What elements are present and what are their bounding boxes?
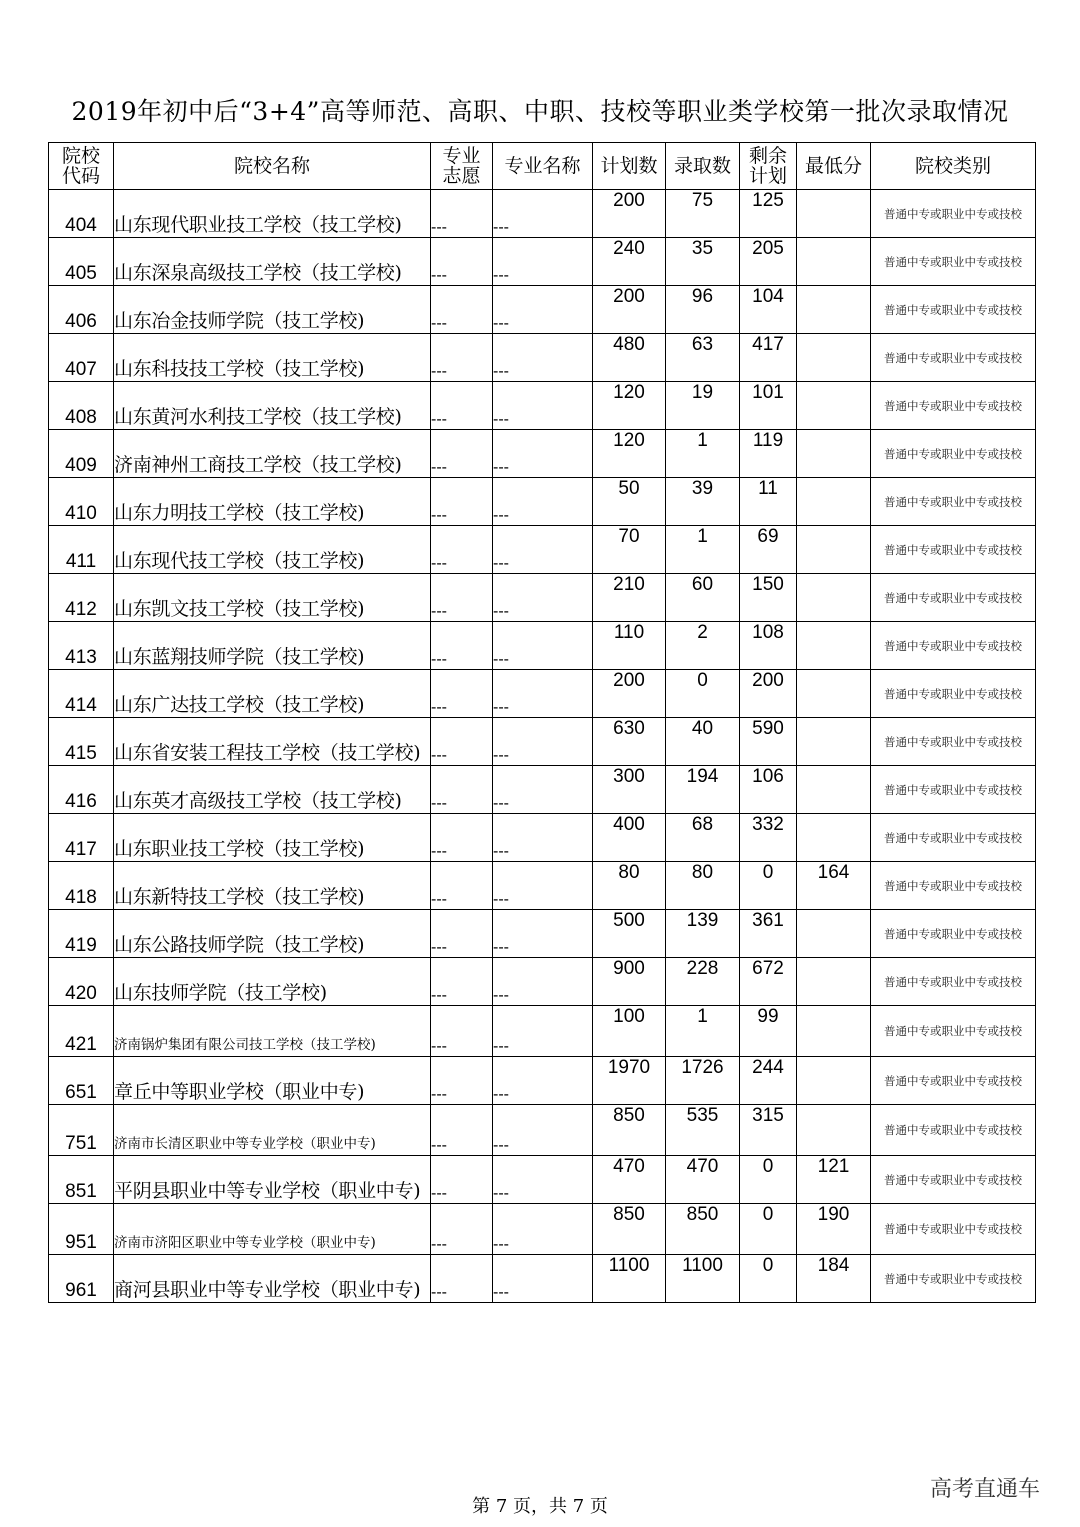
cell-major-choice: --- [431, 766, 493, 814]
cell-school-name: 山东现代职业技工学校（技工学校) [114, 190, 431, 238]
cell-remaining: 205 [740, 238, 797, 286]
cell-min-score [797, 1057, 871, 1105]
table-row [49, 814, 1036, 862]
table-row [49, 334, 1036, 382]
cell-major-name: --- [493, 430, 593, 478]
cell-category: 普通中专或职业中专或技校 [871, 1006, 1036, 1057]
admission-table [48, 142, 1036, 1303]
cell-category: 普通中专或职业中专或技校 [871, 766, 1036, 814]
cell-major-choice: --- [431, 1057, 493, 1105]
cell-code: 408 [49, 382, 114, 430]
cell-category: 普通中专或职业中专或技校 [871, 670, 1036, 718]
cell-code: 405 [49, 238, 114, 286]
cell-admitted: 2 [666, 622, 740, 670]
cell-code: 418 [49, 862, 114, 910]
cell-remaining: 125 [740, 190, 797, 238]
page-footer: 第 7 页，共 7 页 [472, 1496, 608, 1517]
cell-code: 410 [49, 478, 114, 526]
cell-major-choice: --- [431, 478, 493, 526]
cell-remaining: 69 [740, 526, 797, 574]
cell-code: 961 [49, 1255, 114, 1303]
cell-major-choice: --- [431, 670, 493, 718]
cell-admitted: 470 [666, 1156, 740, 1204]
table-row [49, 718, 1036, 766]
cell-admitted: 35 [666, 238, 740, 286]
cell-category: 普通中专或职业中专或技校 [871, 574, 1036, 622]
cell-school-name: 济南市长清区职业中等专业学校（职业中专) [114, 1105, 431, 1156]
cell-major-name: --- [493, 622, 593, 670]
cell-major-choice: --- [431, 1105, 493, 1156]
cell-major-name: --- [493, 670, 593, 718]
header-admitted: 录取数 [666, 143, 740, 190]
cell-code: 413 [49, 622, 114, 670]
cell-major-name: --- [493, 190, 593, 238]
cell-major-choice: --- [431, 718, 493, 766]
cell-min-score [797, 1006, 871, 1057]
header-major-name: 专业名称 [493, 143, 593, 190]
cell-category: 普通中专或职业中专或技校 [871, 1057, 1036, 1105]
cell-code: 417 [49, 814, 114, 862]
cell-admitted: 139 [666, 910, 740, 958]
cell-remaining: 0 [740, 1156, 797, 1204]
cell-remaining: 0 [740, 1255, 797, 1303]
cell-school-name: 山东现代技工学校（技工学校) [114, 526, 431, 574]
table-row [49, 478, 1036, 526]
header-min-score: 最低分 [797, 143, 871, 190]
cell-plan: 480 [593, 334, 666, 382]
cell-admitted: 60 [666, 574, 740, 622]
cell-school-name: 济南神州工商技工学校（技工学校) [114, 430, 431, 478]
cell-min-score [797, 478, 871, 526]
cell-school-name: 章丘中等职业学校（职业中专) [114, 1057, 431, 1105]
cell-min-score [797, 430, 871, 478]
cell-admitted: 39 [666, 478, 740, 526]
table-row [49, 1057, 1036, 1105]
cell-admitted: 535 [666, 1105, 740, 1156]
cell-plan: 80 [593, 862, 666, 910]
cell-admitted: 1 [666, 526, 740, 574]
header-code: 院校 代码 [49, 143, 114, 190]
cell-admitted: 80 [666, 862, 740, 910]
table-row [49, 1006, 1036, 1057]
cell-school-name: 商河县职业中等专业学校（职业中专) [114, 1255, 431, 1303]
cell-plan: 210 [593, 574, 666, 622]
table-header-row [49, 143, 1036, 190]
cell-plan: 100 [593, 1006, 666, 1057]
cell-min-score: 190 [797, 1204, 871, 1255]
cell-major-choice: --- [431, 526, 493, 574]
cell-remaining: 417 [740, 334, 797, 382]
cell-min-score [797, 958, 871, 1006]
cell-code: 411 [49, 526, 114, 574]
cell-code: 651 [49, 1057, 114, 1105]
cell-category: 普通中专或职业中专或技校 [871, 1156, 1036, 1204]
cell-min-score: 121 [797, 1156, 871, 1204]
header-school-name: 院校名称 [114, 143, 431, 190]
cell-category: 普通中专或职业中专或技校 [871, 910, 1036, 958]
cell-category: 普通中专或职业中专或技校 [871, 1105, 1036, 1156]
cell-remaining: 590 [740, 718, 797, 766]
cell-code: 751 [49, 1105, 114, 1156]
cell-plan: 630 [593, 718, 666, 766]
cell-major-name: --- [493, 478, 593, 526]
cell-min-score [797, 574, 871, 622]
cell-plan: 70 [593, 526, 666, 574]
table-row [49, 1156, 1036, 1204]
cell-major-name: --- [493, 574, 593, 622]
cell-plan: 850 [593, 1204, 666, 1255]
cell-school-name: 山东技师学院（技工学校) [114, 958, 431, 1006]
cell-school-name: 山东新特技工学校（技工学校) [114, 862, 431, 910]
cell-plan: 1100 [593, 1255, 666, 1303]
cell-code: 421 [49, 1006, 114, 1057]
cell-min-score [797, 190, 871, 238]
cell-school-name: 山东黄河水利技工学校（技工学校) [114, 382, 431, 430]
cell-remaining: 361 [740, 910, 797, 958]
cell-major-name: --- [493, 910, 593, 958]
table-row [49, 958, 1036, 1006]
header-remaining: 剩余 计划 [740, 143, 797, 190]
table-row [49, 910, 1036, 958]
cell-major-choice: --- [431, 622, 493, 670]
cell-category: 普通中专或职业中专或技校 [871, 1204, 1036, 1255]
cell-school-name: 山东广达技工学校（技工学校) [114, 670, 431, 718]
cell-code: 412 [49, 574, 114, 622]
cell-min-score [797, 382, 871, 430]
table-row [49, 574, 1036, 622]
cell-major-choice: --- [431, 334, 493, 382]
cell-plan: 1970 [593, 1057, 666, 1105]
cell-plan: 200 [593, 190, 666, 238]
cell-major-name: --- [493, 862, 593, 910]
table-row [49, 526, 1036, 574]
table-row [49, 382, 1036, 430]
cell-category: 普通中专或职业中专或技校 [871, 382, 1036, 430]
table-row [49, 1255, 1036, 1303]
cell-major-choice: --- [431, 1156, 493, 1204]
cell-admitted: 228 [666, 958, 740, 1006]
cell-code: 409 [49, 430, 114, 478]
cell-min-score [797, 238, 871, 286]
cell-major-choice: --- [431, 190, 493, 238]
table-row [49, 430, 1036, 478]
cell-school-name: 山东深泉高级技工学校（技工学校) [114, 238, 431, 286]
header-major-choice: 专业 志愿 [431, 143, 493, 190]
cell-plan: 120 [593, 382, 666, 430]
cell-category: 普通中专或职业中专或技校 [871, 286, 1036, 334]
cell-school-name: 山东省安装工程技工学校（技工学校) [114, 718, 431, 766]
cell-plan: 120 [593, 430, 666, 478]
cell-min-score [797, 286, 871, 334]
document-title: 2019年初中后“3+4”高等师范、高职、中职、技校等职业类学校第一批次录取情况 [71, 97, 1009, 126]
cell-major-name: --- [493, 334, 593, 382]
cell-code: 404 [49, 190, 114, 238]
cell-major-choice: --- [431, 382, 493, 430]
cell-major-name: --- [493, 382, 593, 430]
cell-min-score [797, 622, 871, 670]
cell-major-name: --- [493, 1255, 593, 1303]
cell-remaining: 200 [740, 670, 797, 718]
cell-code: 406 [49, 286, 114, 334]
cell-admitted: 96 [666, 286, 740, 334]
table-row [49, 766, 1036, 814]
cell-school-name: 山东冶金技师学院（技工学校) [114, 286, 431, 334]
cell-category: 普通中专或职业中专或技校 [871, 862, 1036, 910]
table-row [49, 238, 1036, 286]
cell-major-choice: --- [431, 574, 493, 622]
cell-min-score [797, 1105, 871, 1156]
cell-plan: 400 [593, 814, 666, 862]
table-row [49, 1105, 1036, 1156]
cell-major-choice: --- [431, 286, 493, 334]
cell-code: 851 [49, 1156, 114, 1204]
cell-plan: 50 [593, 478, 666, 526]
cell-major-choice: --- [431, 238, 493, 286]
cell-code: 415 [49, 718, 114, 766]
cell-remaining: 0 [740, 862, 797, 910]
cell-major-name: --- [493, 1204, 593, 1255]
cell-major-choice: --- [431, 862, 493, 910]
cell-admitted: 850 [666, 1204, 740, 1255]
cell-category: 普通中专或职业中专或技校 [871, 190, 1036, 238]
cell-plan: 240 [593, 238, 666, 286]
cell-admitted: 75 [666, 190, 740, 238]
table-row [49, 862, 1036, 910]
cell-major-name: --- [493, 526, 593, 574]
cell-admitted: 1100 [666, 1255, 740, 1303]
cell-plan: 200 [593, 286, 666, 334]
cell-major-choice: --- [431, 958, 493, 1006]
cell-plan: 500 [593, 910, 666, 958]
watermark: 高考直通车 [930, 1477, 1041, 1502]
cell-school-name: 山东力明技工学校（技工学校) [114, 478, 431, 526]
cell-remaining: 104 [740, 286, 797, 334]
cell-admitted: 1 [666, 1006, 740, 1057]
cell-plan: 300 [593, 766, 666, 814]
cell-min-score: 184 [797, 1255, 871, 1303]
cell-major-name: --- [493, 1006, 593, 1057]
cell-code: 420 [49, 958, 114, 1006]
cell-plan: 900 [593, 958, 666, 1006]
cell-admitted: 63 [666, 334, 740, 382]
cell-major-name: --- [493, 1156, 593, 1204]
cell-major-name: --- [493, 1057, 593, 1105]
cell-code: 419 [49, 910, 114, 958]
cell-remaining: 332 [740, 814, 797, 862]
header-category: 院校类别 [871, 143, 1036, 190]
cell-major-name: --- [493, 1105, 593, 1156]
cell-remaining: 150 [740, 574, 797, 622]
cell-min-score [797, 334, 871, 382]
header-plan: 计划数 [593, 143, 666, 190]
cell-category: 普通中专或职业中专或技校 [871, 526, 1036, 574]
cell-plan: 850 [593, 1105, 666, 1156]
cell-category: 普通中专或职业中专或技校 [871, 334, 1036, 382]
cell-remaining: 108 [740, 622, 797, 670]
cell-remaining: 119 [740, 430, 797, 478]
table-row [49, 286, 1036, 334]
cell-category: 普通中专或职业中专或技校 [871, 238, 1036, 286]
cell-major-name: --- [493, 718, 593, 766]
cell-category: 普通中专或职业中专或技校 [871, 958, 1036, 1006]
cell-min-score [797, 670, 871, 718]
cell-code: 951 [49, 1204, 114, 1255]
cell-min-score [797, 814, 871, 862]
table-row [49, 190, 1036, 238]
cell-admitted: 19 [666, 382, 740, 430]
cell-major-choice: --- [431, 430, 493, 478]
cell-category: 普通中专或职业中专或技校 [871, 718, 1036, 766]
cell-admitted: 1 [666, 430, 740, 478]
cell-category: 普通中专或职业中专或技校 [871, 814, 1036, 862]
cell-major-choice: --- [431, 1006, 493, 1057]
cell-school-name: 济南市济阳区职业中等专业学校（职业中专) [114, 1204, 431, 1255]
cell-remaining: 244 [740, 1057, 797, 1105]
cell-school-name: 平阴县职业中等专业学校（职业中专) [114, 1156, 431, 1204]
cell-min-score [797, 718, 871, 766]
cell-remaining: 106 [740, 766, 797, 814]
cell-remaining: 672 [740, 958, 797, 1006]
cell-major-name: --- [493, 238, 593, 286]
cell-plan: 110 [593, 622, 666, 670]
cell-major-name: --- [493, 814, 593, 862]
cell-category: 普通中专或职业中专或技校 [871, 478, 1036, 526]
cell-admitted: 1726 [666, 1057, 740, 1105]
cell-school-name: 山东凯文技工学校（技工学校) [114, 574, 431, 622]
cell-code: 414 [49, 670, 114, 718]
cell-plan: 200 [593, 670, 666, 718]
table-row [49, 622, 1036, 670]
cell-school-name: 山东蓝翔技师学院（技工学校) [114, 622, 431, 670]
cell-school-name: 济南锅炉集团有限公司技工学校（技工学校) [114, 1006, 431, 1057]
cell-remaining: 99 [740, 1006, 797, 1057]
cell-min-score [797, 526, 871, 574]
cell-code: 416 [49, 766, 114, 814]
cell-min-score: 164 [797, 862, 871, 910]
cell-major-choice: --- [431, 1255, 493, 1303]
cell-major-choice: --- [431, 814, 493, 862]
cell-category: 普通中专或职业中专或技校 [871, 622, 1036, 670]
cell-admitted: 40 [666, 718, 740, 766]
cell-category: 普通中专或职业中专或技校 [871, 1255, 1036, 1303]
cell-min-score [797, 910, 871, 958]
cell-school-name: 山东科技技工学校（技工学校) [114, 334, 431, 382]
cell-admitted: 194 [666, 766, 740, 814]
cell-admitted: 0 [666, 670, 740, 718]
cell-major-name: --- [493, 958, 593, 1006]
cell-plan: 470 [593, 1156, 666, 1204]
cell-code: 407 [49, 334, 114, 382]
cell-school-name: 山东公路技师学院（技工学校) [114, 910, 431, 958]
cell-min-score [797, 766, 871, 814]
cell-remaining: 11 [740, 478, 797, 526]
cell-school-name: 山东职业技工学校（技工学校) [114, 814, 431, 862]
cell-major-choice: --- [431, 910, 493, 958]
cell-major-name: --- [493, 766, 593, 814]
cell-category: 普通中专或职业中专或技校 [871, 430, 1036, 478]
cell-major-name: --- [493, 286, 593, 334]
table-row [49, 670, 1036, 718]
table-row [49, 1204, 1036, 1255]
cell-remaining: 101 [740, 382, 797, 430]
cell-school-name: 山东英才高级技工学校（技工学校) [114, 766, 431, 814]
cell-major-choice: --- [431, 1204, 493, 1255]
cell-remaining: 0 [740, 1204, 797, 1255]
cell-remaining: 315 [740, 1105, 797, 1156]
cell-admitted: 68 [666, 814, 740, 862]
